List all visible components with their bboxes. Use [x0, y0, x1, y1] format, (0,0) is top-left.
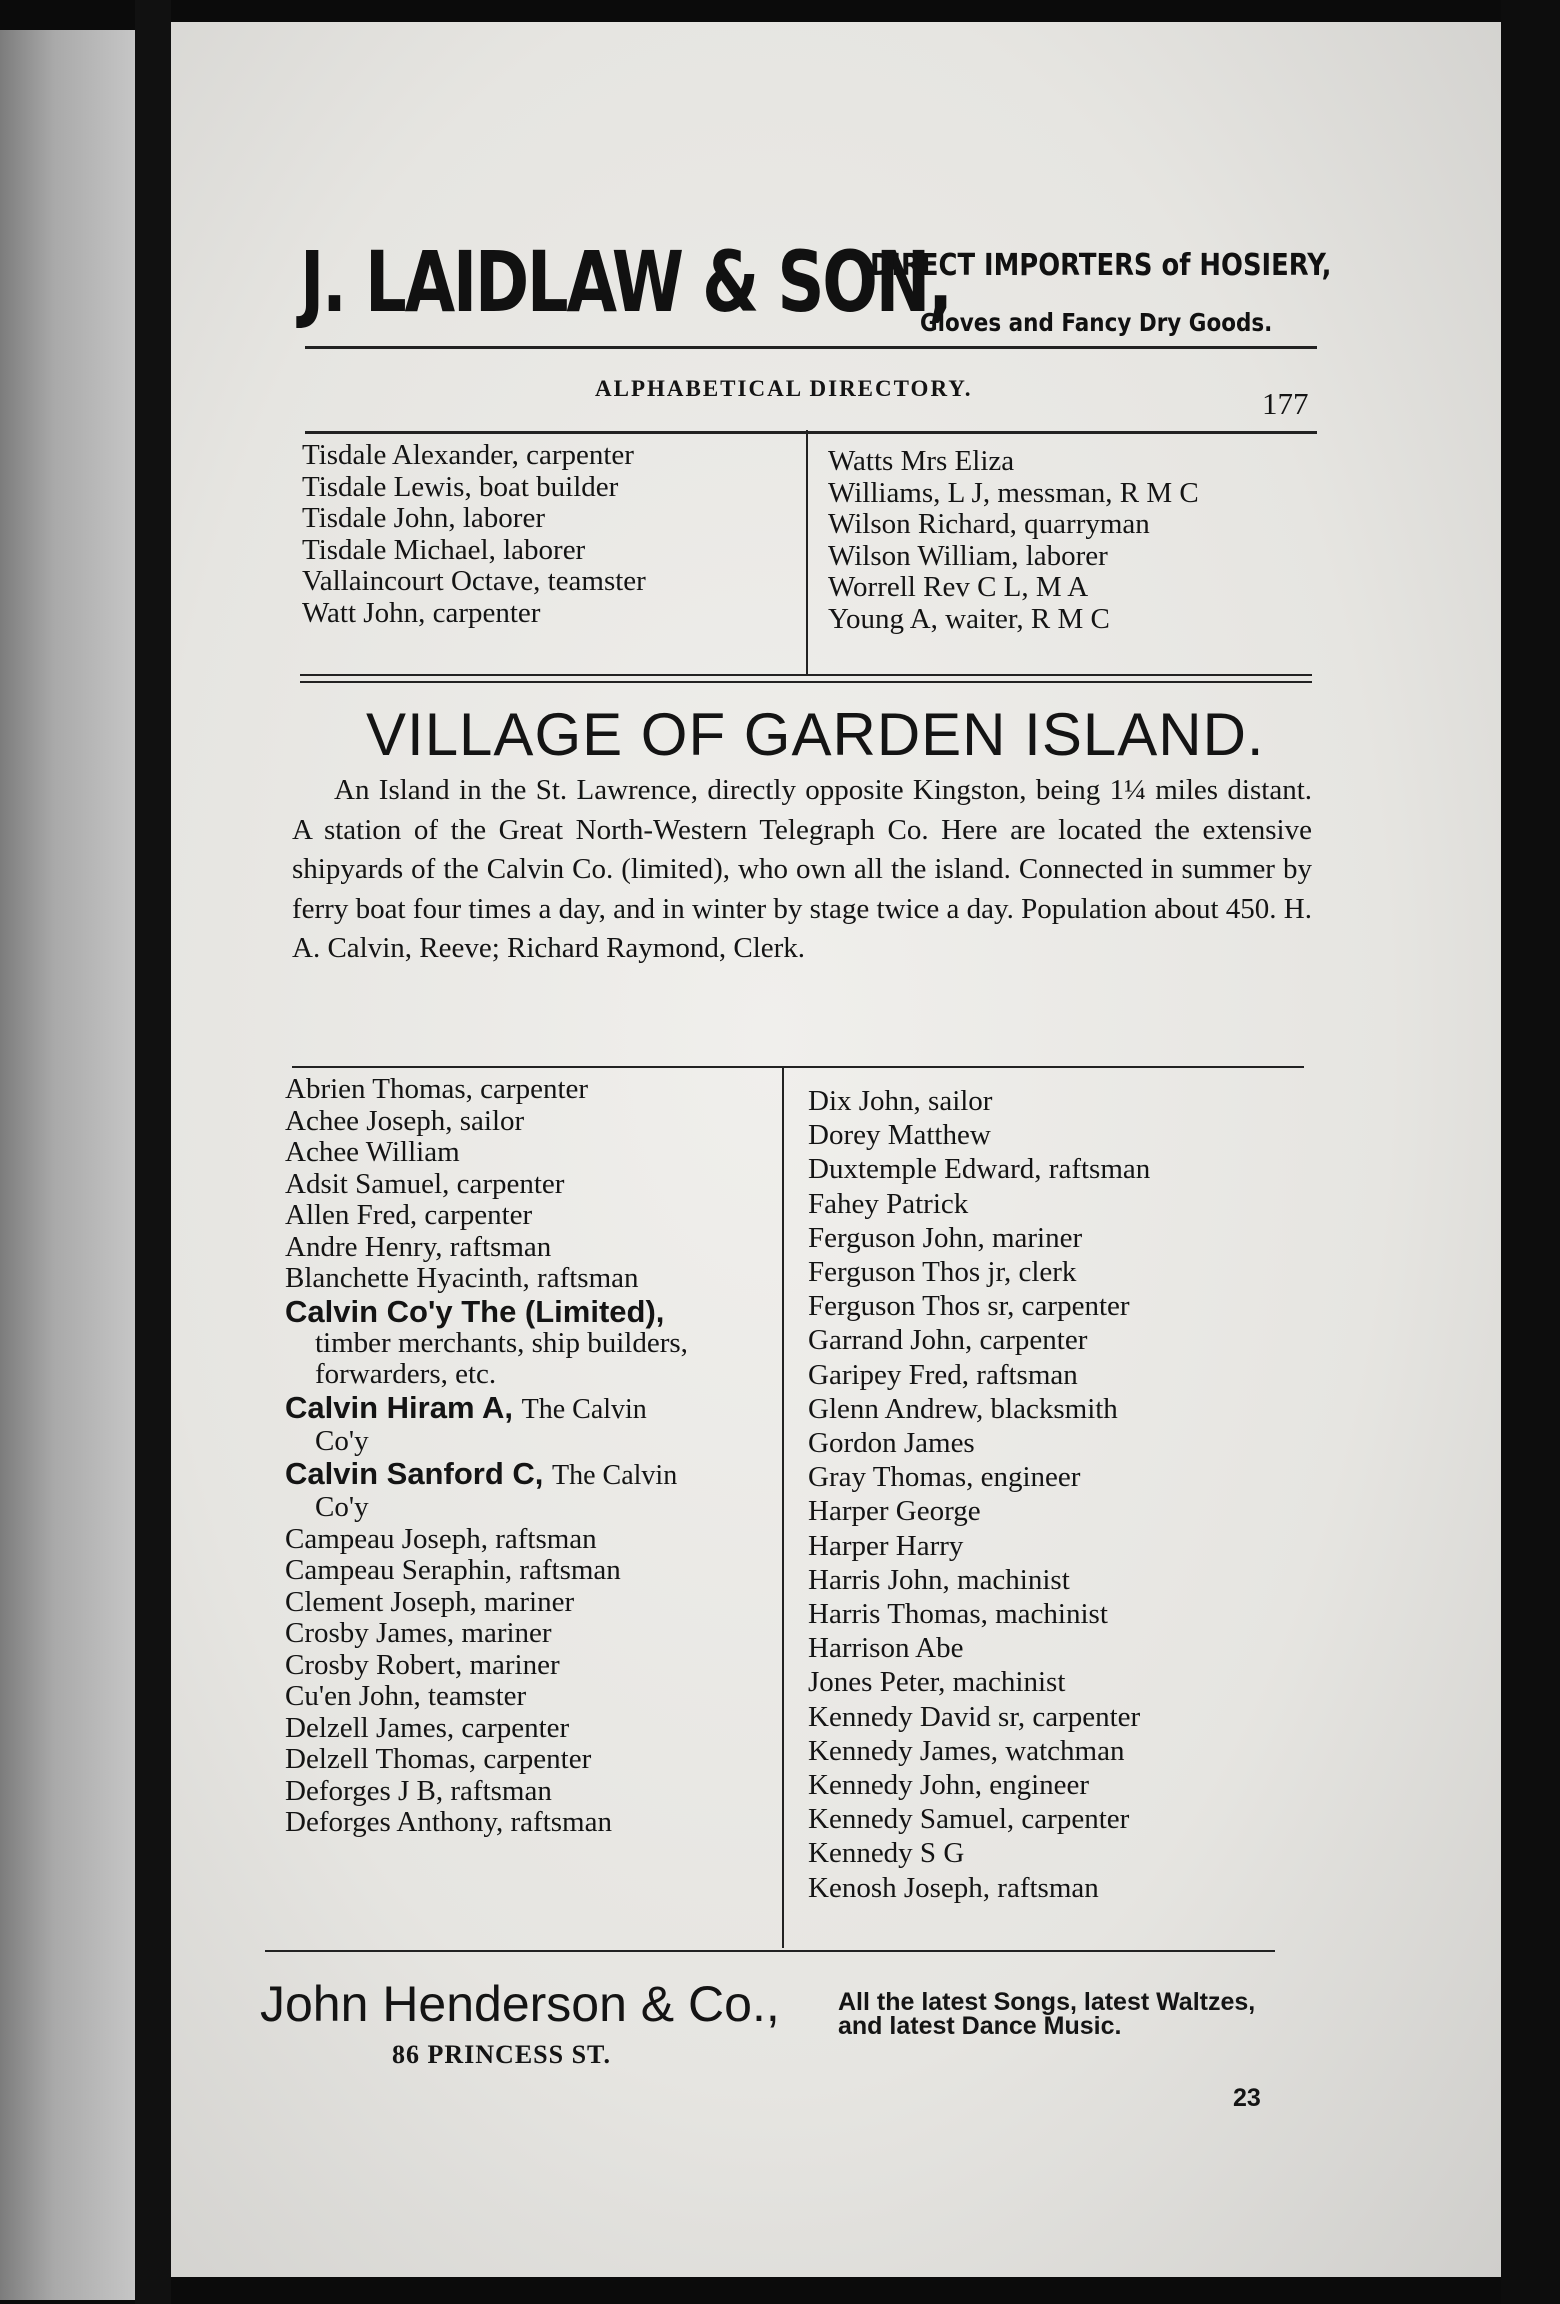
entry-detail: The Calvin [521, 1393, 647, 1425]
directory-entry: Allen Fred, carpenter [285, 1199, 533, 1231]
directory-entry: Young A, waiter, R M C [828, 602, 1110, 635]
directory-entry: Abrien Thomas, carpenter [285, 1073, 589, 1105]
directory-entry: Fahey Patrick [808, 1187, 969, 1220]
directory-entry: Campeau Joseph, raftsman [285, 1522, 597, 1555]
section-double-rule-bottom [300, 681, 1312, 683]
directory-entry: Andre Henry, raftsman [285, 1230, 552, 1263]
directory-entry: Dix John, sailor [808, 1085, 993, 1117]
directory-entry: Cu'en John, teamster [285, 1680, 527, 1712]
running-head-rule [305, 431, 1317, 434]
directory-entry: Kennedy James, watchman [808, 1734, 1125, 1767]
directory-entry: Wilson William, laborer [828, 539, 1108, 572]
directory-entry: Watt John, carpenter [302, 596, 541, 629]
directory-entry-continuation: Co'y [315, 1424, 369, 1457]
directory-entry: Deforges Anthony, raftsman [285, 1806, 612, 1838]
directory-entry: Achee William [285, 1136, 460, 1168]
directory-entry: Garipey Fred, raftsman [808, 1358, 1078, 1391]
directory-entry: Ferguson Thos jr, clerk [808, 1256, 1077, 1289]
directory-entry: Ferguson Thos sr, carpenter [808, 1290, 1130, 1323]
directory-entry: Glenn Andrew, blacksmith [808, 1392, 1118, 1425]
directory-entry: Harris Thomas, machinist [808, 1598, 1108, 1631]
section-rule [292, 1066, 1304, 1068]
section-title: VILLAGE OF GARDEN ISLAND. [366, 701, 1265, 768]
directory-entry: Delzell James, carpenter [285, 1711, 570, 1744]
footer-advertiser-name: John Henderson & Co., [260, 1976, 780, 2032]
directory-entry: Achee Joseph, sailor [285, 1104, 525, 1137]
scan-border [1501, 0, 1560, 2304]
right-column [808, 1084, 1150, 1905]
directory-entry-continuation: timber merchants, ship builders, [315, 1326, 688, 1359]
directory-entry: Harper Harry [808, 1529, 964, 1562]
footer-advertiser-description: All the latest Songs, latest Waltzes, and latest Dance Music. [838, 1988, 1256, 2040]
directory-entry: Dorey Matthew [808, 1119, 991, 1152]
directory-entry: Garrand John, carpenter [808, 1324, 1088, 1357]
section-double-rule-top [300, 674, 1312, 676]
directory-entry: Tisdale Michael, laborer [302, 533, 586, 566]
directory-entry: Delzell Thomas, carpenter [285, 1743, 592, 1775]
column-divider [806, 430, 808, 674]
directory-entry: Kennedy S G [808, 1837, 965, 1870]
directory-entry: Harrison Abe [808, 1632, 964, 1665]
directory-entry: Duxtemple Edward, raftsman [808, 1153, 1151, 1186]
directory-entry: Deforges J B, raftsman [285, 1774, 552, 1807]
directory-entry: Tisdale John, laborer [302, 502, 545, 534]
advertiser-name: J. LAIDLAW & SON, [300, 233, 951, 331]
directory-entry: Crosby Robert, mariner [285, 1648, 560, 1681]
facing-page-edge [0, 30, 135, 2300]
directory-entry-continuation: forwarders, etc. [315, 1358, 497, 1390]
directory-entry-bold [285, 1457, 688, 1492]
directory-entry: Williams, L J, messman, R M C [828, 476, 1199, 509]
directory-entry: Gordon James [808, 1427, 975, 1460]
directory-entry: Wilson Richard, quarryman [828, 508, 1150, 540]
section-description: An Island in the St. Lawrence, directly opposite Kingston, being 1¼ miles distant. A station of the Great North-Western Telegraph Co. Here are located the extensive shipyards of the Calvin Co. (limited), who own all the island. Connected in summer by ferry boat four times a day, and in winter by stage twice a day. Population about 450. H. A. Calvin, Reeve; Richard Raymond, Clerk. [292, 774, 1312, 964]
directory-entry-bold [285, 1391, 688, 1426]
directory-entry: Kennedy John, engineer [808, 1769, 1090, 1802]
entry-detail: The Calvin [552, 1460, 678, 1491]
directory-entry: Crosby James, mariner [285, 1617, 552, 1649]
running-head: ALPHABETICAL DIRECTORY. [595, 376, 973, 401]
directory-entry: Vallaincourt Octave, teamster [302, 565, 646, 597]
entry-name: Calvin Hiram A, [285, 1389, 513, 1425]
directory-entry-bold: Calvin Co'y The (Limited), [285, 1293, 665, 1329]
footer-rule [265, 1950, 1275, 1952]
page-number: 177 [1262, 386, 1309, 421]
signature-mark: 23 [1233, 2084, 1261, 2112]
top-left-column [302, 440, 646, 629]
directory-entry: Tisdale Alexander, carpenter [302, 439, 634, 471]
header-rule [305, 346, 1317, 349]
advertiser-tagline-1: DIRECT IMPORTERS of HOSIERY, [870, 248, 1332, 283]
directory-entry: Harper George [808, 1495, 981, 1528]
directory-entry: Blanchette Hyacinth, raftsman [285, 1262, 639, 1294]
directory-entry: Clement Joseph, mariner [285, 1585, 575, 1618]
header-advertisement [300, 233, 1332, 350]
directory-entry: Kennedy Samuel, carpenter [808, 1803, 1130, 1836]
directory-entry: Campeau Seraphin, raftsman [285, 1554, 621, 1586]
advertiser-tagline-2: Gloves and Fancy Dry Goods. [920, 308, 1273, 337]
directory-entry: Kenosh Joseph, raftsman [808, 1871, 1099, 1904]
directory-entry: Tisdale Lewis, boat builder [302, 470, 619, 503]
directory-entry: Watts Mrs Eliza [828, 445, 1015, 477]
footer-advertiser-address: 86 PRINCESS ST. [392, 2040, 611, 2069]
directory-entry-continuation: Co'y [315, 1491, 369, 1523]
directory-entry: Gray Thomas, engineer [808, 1461, 1081, 1494]
top-right-column [828, 446, 1199, 635]
book-gutter [135, 0, 171, 2304]
directory-entry: Kennedy David sr, carpenter [808, 1700, 1141, 1733]
directory-entry: Jones Peter, machinist [808, 1666, 1066, 1699]
column-divider [782, 1068, 784, 1948]
entry-name: Calvin Sanford C, [285, 1456, 544, 1491]
directory-entry: Ferguson John, mariner [808, 1221, 1083, 1254]
directory-entry: Worrell Rev C L, M A [828, 571, 1089, 603]
directory-entry: Adsit Samuel, carpenter [285, 1167, 565, 1200]
left-column [285, 1074, 688, 1839]
directory-entry: Harris John, machinist [808, 1563, 1070, 1596]
